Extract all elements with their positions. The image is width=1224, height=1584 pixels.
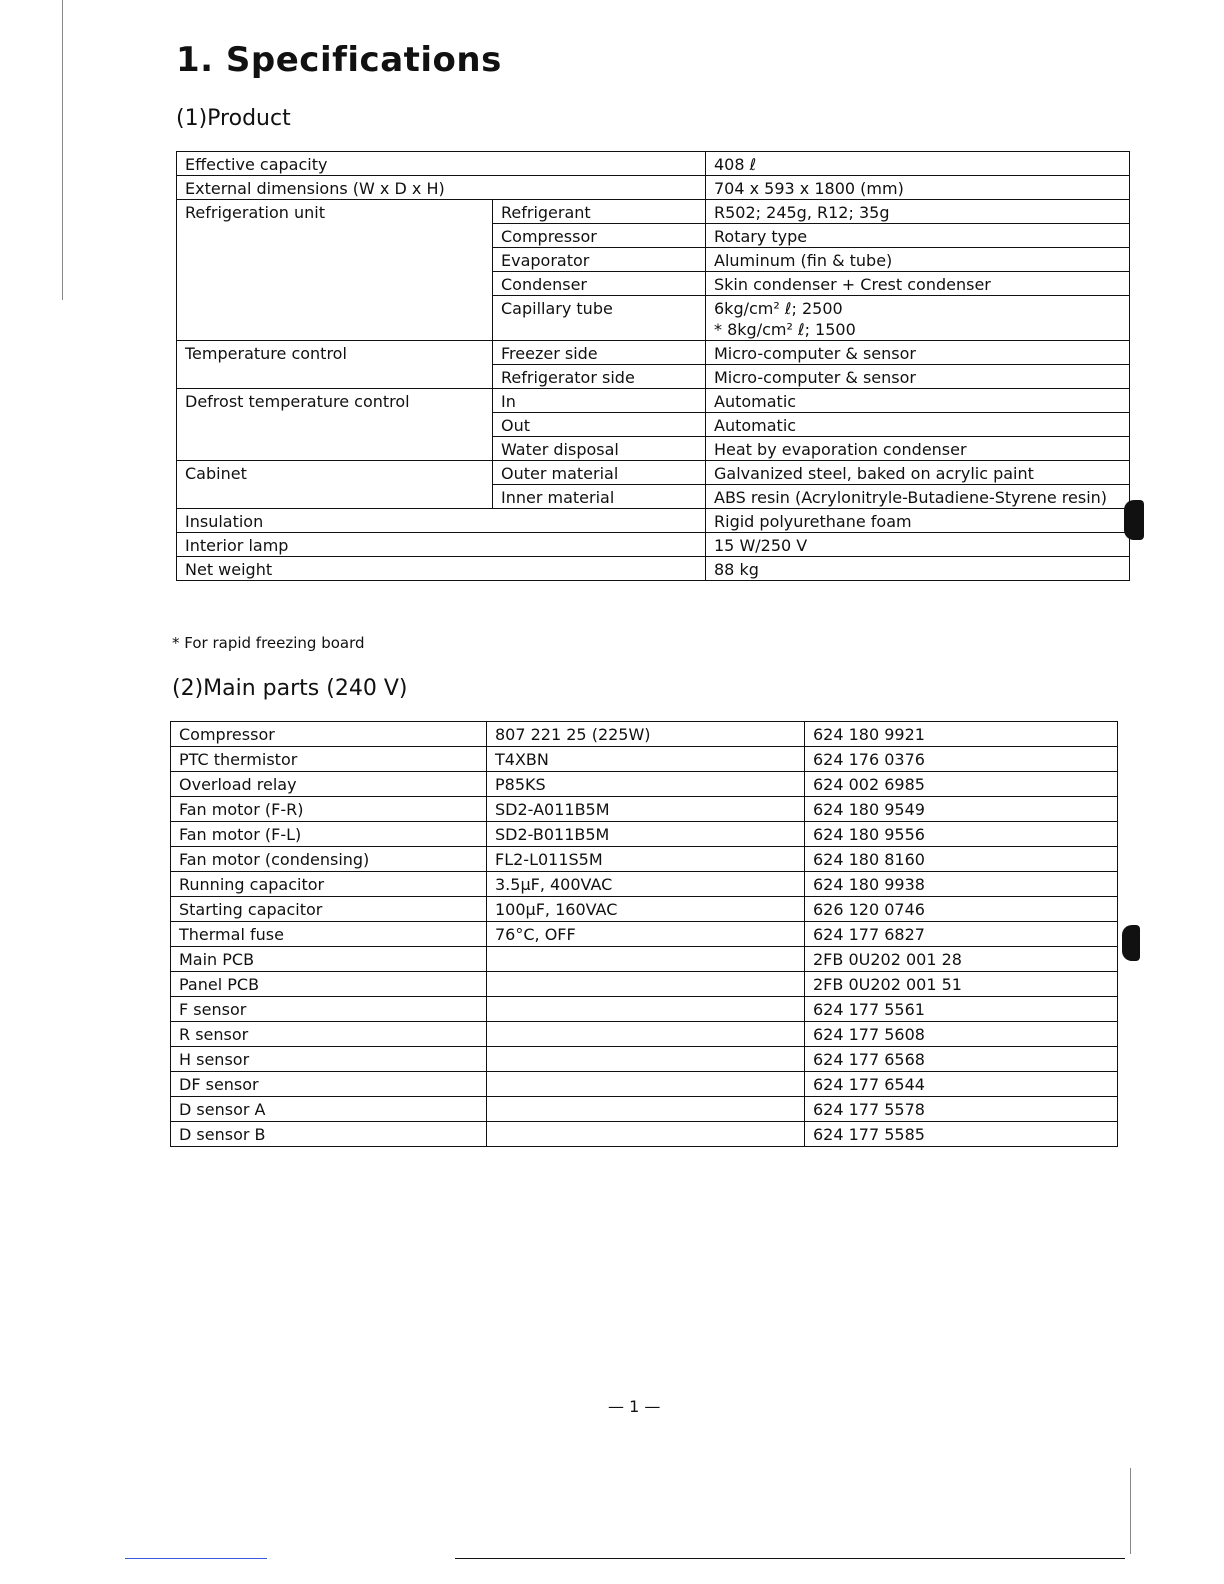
- spec-item: Effective capacity: [177, 152, 706, 176]
- part-name: H sensor: [171, 1047, 487, 1072]
- spec-group: Temperature control: [177, 341, 493, 389]
- part-model: 76°C, OFF: [487, 922, 805, 947]
- part-code: 626 120 0746: [805, 897, 1118, 922]
- spec-sub-item: Out: [493, 413, 706, 437]
- spec-value: 704 x 593 x 1800 (mm): [706, 176, 1130, 200]
- part-name: DF sensor: [171, 1072, 487, 1097]
- spec-value: Automatic: [706, 413, 1130, 437]
- spec-sub-item: In: [493, 389, 706, 413]
- table-row: [177, 152, 1130, 176]
- table-row: [171, 747, 1118, 772]
- spec-group: Refrigeration unit: [177, 200, 493, 341]
- table-row: [171, 947, 1118, 972]
- product-spec-table: [176, 151, 1130, 581]
- part-model: T4XBN: [487, 747, 805, 772]
- part-name: R sensor: [171, 1022, 487, 1047]
- part-code: 624 180 9921: [805, 722, 1118, 747]
- footer-link-rule: [125, 1558, 267, 1559]
- part-code: 624 177 6544: [805, 1072, 1118, 1097]
- parts-table-body: [171, 722, 1118, 1147]
- part-name: Starting capacitor: [171, 897, 487, 922]
- part-model: [487, 1122, 805, 1147]
- spec-sub-item: Inner material: [493, 485, 706, 509]
- table-row: [171, 997, 1118, 1022]
- part-code: 624 177 5578: [805, 1097, 1118, 1122]
- parts-heading: (2)Main parts (240 V): [172, 676, 408, 701]
- spec-sub-item: Capillary tube: [493, 296, 706, 341]
- right-margin-line: [1130, 1468, 1131, 1554]
- spec-value: R502; 245g, R12; 35g: [706, 200, 1130, 224]
- part-model: 100μF, 160VAC: [487, 897, 805, 922]
- part-name: Fan motor (F-L): [171, 822, 487, 847]
- spec-value: Automatic: [706, 389, 1130, 413]
- table-row: [177, 341, 1130, 365]
- table-row: [171, 797, 1118, 822]
- footnote: * For rapid freezing board: [172, 634, 365, 652]
- part-code: 624 177 5561: [805, 997, 1118, 1022]
- spec-value: 88 kg: [706, 557, 1130, 581]
- table-row: [177, 389, 1130, 413]
- part-model: 3.5μF, 400VAC: [487, 872, 805, 897]
- spec-value: 408 ℓ: [706, 152, 1130, 176]
- part-model: FL2-L011S5M: [487, 847, 805, 872]
- part-name: Compressor: [171, 722, 487, 747]
- part-code: 624 180 9938: [805, 872, 1118, 897]
- part-name: PTC thermistor: [171, 747, 487, 772]
- part-model: [487, 972, 805, 997]
- part-code: 2FB 0U202 001 28: [805, 947, 1118, 972]
- part-code: 2FB 0U202 001 51: [805, 972, 1118, 997]
- table-row: [177, 533, 1130, 557]
- part-code: 624 177 6568: [805, 1047, 1118, 1072]
- part-model: [487, 1022, 805, 1047]
- part-name: Thermal fuse: [171, 922, 487, 947]
- table-row: [171, 1072, 1118, 1097]
- spec-sub-item: Outer material: [493, 461, 706, 485]
- table-row: [171, 972, 1118, 997]
- table-row: [171, 847, 1118, 872]
- part-model: SD2-A011B5M: [487, 797, 805, 822]
- part-name: Overload relay: [171, 772, 487, 797]
- spec-value: Skin condenser + Crest condenser: [706, 272, 1130, 296]
- spec-value: Rigid polyurethane foam: [706, 509, 1130, 533]
- part-code: 624 177 5585: [805, 1122, 1118, 1147]
- part-name: D sensor A: [171, 1097, 487, 1122]
- part-model: [487, 997, 805, 1022]
- table-row: [171, 1022, 1118, 1047]
- spec-value: 15 W/250 V: [706, 533, 1130, 557]
- part-name: D sensor B: [171, 1122, 487, 1147]
- spec-value: Micro-computer & sensor: [706, 341, 1130, 365]
- part-name: Fan motor (F-R): [171, 797, 487, 822]
- spec-value-line: 6kg/cm² ℓ; 2500: [714, 299, 843, 318]
- spec-group: Defrost temperature control: [177, 389, 493, 461]
- part-name: F sensor: [171, 997, 487, 1022]
- spec-value: Heat by evaporation condenser: [706, 437, 1130, 461]
- spec-sub-item: Refrigerant: [493, 200, 706, 224]
- table-row: [177, 176, 1130, 200]
- part-model: SD2-B011B5M: [487, 822, 805, 847]
- part-code: 624 002 6985: [805, 772, 1118, 797]
- spec-value: Aluminum (fin & tube): [706, 248, 1130, 272]
- product-heading: (1)Product: [176, 106, 291, 131]
- spec-sub-item: Condenser: [493, 272, 706, 296]
- spec-value: ABS resin (Acrylonitryle-Butadiene-Styrene resin): [706, 485, 1130, 509]
- table-row: [177, 509, 1130, 533]
- part-name: Main PCB: [171, 947, 487, 972]
- part-model: [487, 1097, 805, 1122]
- spec-item: Net weight: [177, 557, 706, 581]
- spec-value: [706, 296, 1130, 341]
- part-model: [487, 1047, 805, 1072]
- part-code: 624 180 8160: [805, 847, 1118, 872]
- part-model: 807 221 25 (225W): [487, 722, 805, 747]
- part-name: Fan motor (condensing): [171, 847, 487, 872]
- spec-item: Interior lamp: [177, 533, 706, 557]
- part-model: P85KS: [487, 772, 805, 797]
- left-margin-line: [62, 0, 63, 300]
- binding-mark: [1124, 500, 1144, 540]
- spec-value-line: * 8kg/cm² ℓ; 1500: [714, 320, 856, 339]
- spec-sub-item: Water disposal: [493, 437, 706, 461]
- table-row: [177, 200, 1130, 224]
- table-row: [171, 1097, 1118, 1122]
- table-row: [171, 822, 1118, 847]
- binding-mark: [1122, 925, 1140, 961]
- spec-sub-item: Compressor: [493, 224, 706, 248]
- spec-sub-item: Refrigerator side: [493, 365, 706, 389]
- part-code: 624 177 6827: [805, 922, 1118, 947]
- spec-sub-item: Evaporator: [493, 248, 706, 272]
- table-row: [177, 557, 1130, 581]
- spec-sub-item: Freezer side: [493, 341, 706, 365]
- spec-value: Rotary type: [706, 224, 1130, 248]
- spec-item: External dimensions (W x D x H): [177, 176, 706, 200]
- main-parts-table: [170, 721, 1118, 1147]
- part-model: [487, 1072, 805, 1097]
- table-row: [171, 1122, 1118, 1147]
- part-code: 624 177 5608: [805, 1022, 1118, 1047]
- table-row: [171, 897, 1118, 922]
- page-title: 1. Specifications: [176, 40, 502, 80]
- table-row: [171, 922, 1118, 947]
- table-row: [171, 722, 1118, 747]
- part-model: [487, 947, 805, 972]
- part-name: Panel PCB: [171, 972, 487, 997]
- page-number: — 1 —: [608, 1397, 661, 1416]
- table-row: [171, 1047, 1118, 1072]
- spec-group: Cabinet: [177, 461, 493, 509]
- table-row: [177, 461, 1130, 485]
- part-code: 624 180 9556: [805, 822, 1118, 847]
- spec-value: Micro-computer & sensor: [706, 365, 1130, 389]
- spec-value: Galvanized steel, baked on acrylic paint: [706, 461, 1130, 485]
- part-name: Running capacitor: [171, 872, 487, 897]
- table-row: [171, 872, 1118, 897]
- footer-rule: [455, 1558, 1125, 1559]
- part-code: 624 176 0376: [805, 747, 1118, 772]
- table-row: [171, 772, 1118, 797]
- part-code: 624 180 9549: [805, 797, 1118, 822]
- spec-item: Insulation: [177, 509, 706, 533]
